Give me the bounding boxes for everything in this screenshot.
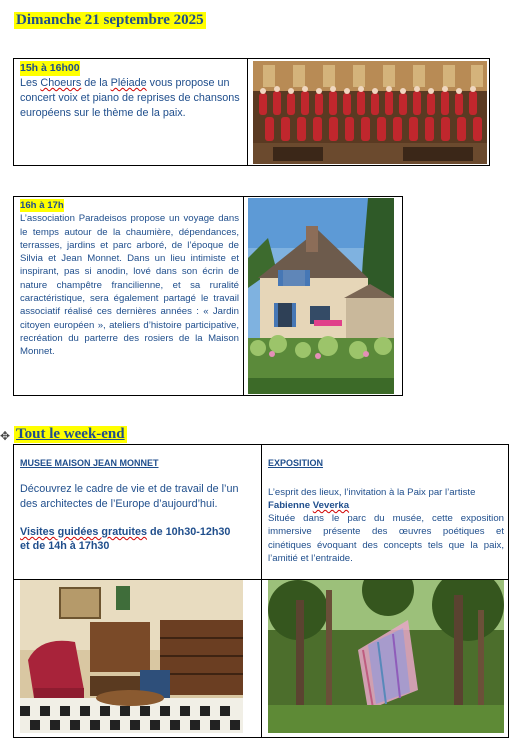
move-handle-icon[interactable]: ✥ <box>0 429 11 443</box>
event1-time: 15h à 16h00 <box>20 62 80 74</box>
museum-heading: MUSEE MAISON JEAN MONNET <box>20 458 159 468</box>
weekend-title: Tout le week-end <box>16 426 125 442</box>
museum-visits-link[interactable]: Visites guidées gratuites <box>20 526 148 538</box>
museum-visits-line2: et de 14h à 17h30 <box>20 540 110 552</box>
exhibition-artist <box>268 499 504 512</box>
exhibition-artist-first: Fabienne <box>268 500 313 511</box>
event1-text-pre: Les <box>20 77 41 89</box>
choir-photo <box>253 61 487 164</box>
event1-text-cell <box>20 61 242 121</box>
museum-text: Découvrez le cadre de vie et de travail de l’un des architectes de l’Europe d’aujourd’hui. <box>20 483 239 510</box>
event1-text-post: vous propose un concert voix et piano de reprises de chansons européens sur le thème de la paix. <box>20 77 240 119</box>
day-title: Dimanche 21 septembre 2025 <box>16 12 204 28</box>
museum-visits <box>20 525 258 553</box>
event2-text-cell <box>20 199 239 359</box>
exhibition-line1: L’esprit des lieux, l’invitation à la Paix par l’artiste <box>268 487 476 498</box>
park-photo <box>268 580 504 733</box>
house-photo <box>248 198 394 394</box>
weekend-col-divider <box>261 445 262 737</box>
exhibition-artist-last[interactable]: Veverka <box>312 500 350 511</box>
event1-text-mid: de la <box>81 77 111 89</box>
event1-link-choeurs[interactable]: Choeurs <box>40 77 82 89</box>
event1-link-pleiade[interactable]: Pléiade <box>110 77 147 89</box>
interior-photo <box>20 580 243 733</box>
event2-text: L’association Paradeisos propose un voyage dans le temps autour de la chaumière, dépendances, terrasses, jardins et parc arboré, de l’époque de Silvia et Jean Monnet. Dans un lieu intimiste et inspirant, pas si anodin, lové dans son écrin de nature champêtre francilienne, et sa ruralité caractéristique, sera également partagé le travail associatif réalisé ces dernières années : « Jardin citoyen européen », ateliers d’histoire participative, recréation du parterre des rosiers de la Maison Monnet. <box>20 213 239 358</box>
event2-time: 16h à 17h <box>20 200 64 211</box>
museum-visits-rest: de 10h30-12h30 <box>147 526 231 538</box>
event1-divider <box>247 59 248 165</box>
event2-divider <box>243 197 244 395</box>
exhibition-heading: EXPOSITION <box>268 458 324 468</box>
exhibition-text: Située dans le parc du musée, cette exposition immersive présente des œuvres poétiques et cinétiques évoquant des concepts tels que la paix, l’amitié et l’entraide. <box>268 513 504 564</box>
